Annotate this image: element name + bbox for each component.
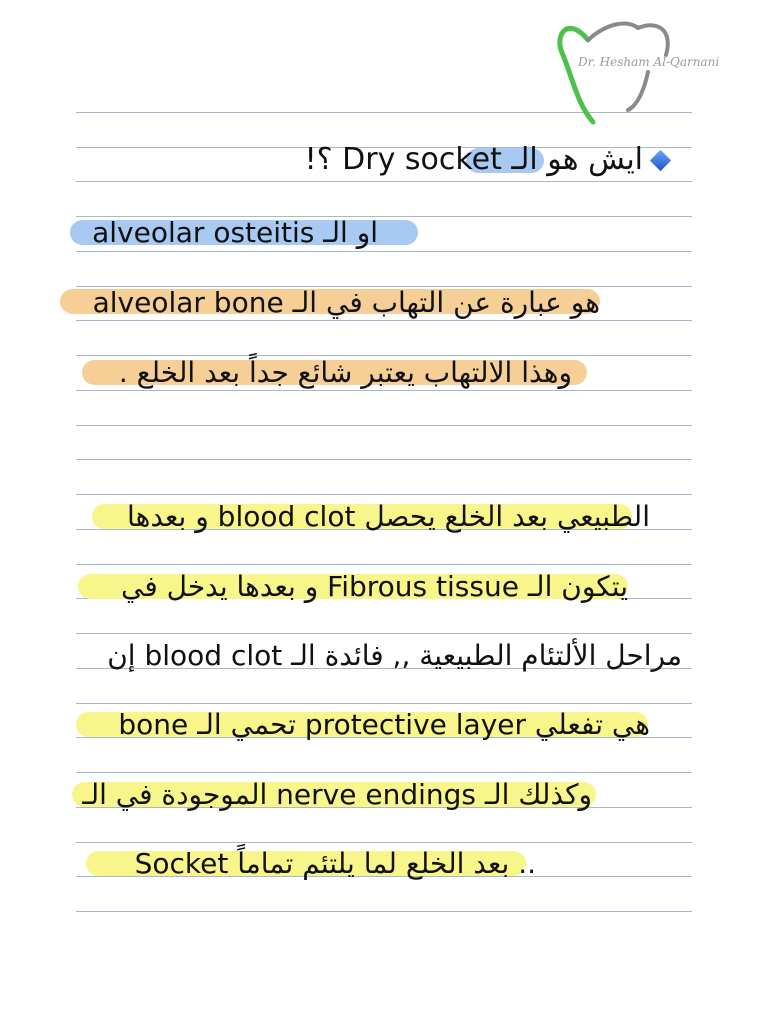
diamond-bullet-icon bbox=[650, 150, 671, 171]
text-line-8: وكذلك الـ nerve endings الموجودة في الـ bbox=[82, 778, 592, 811]
rule-line bbox=[76, 181, 692, 182]
text-line-6: مراحل الألتئام الطبيعية ,, فائدة الـ blood clot إن bbox=[107, 639, 682, 672]
rule-line bbox=[76, 911, 692, 912]
page-title bbox=[305, 140, 668, 180]
rule-line bbox=[76, 633, 692, 634]
text-line-7: هي تفعلي protective layer تحمي الـ bone bbox=[118, 708, 650, 741]
rule-line bbox=[76, 703, 692, 704]
rule-line bbox=[76, 425, 692, 426]
rule-line bbox=[76, 494, 692, 495]
text-line-5: يتكون الـ Fibrous tissue و بعدها يدخل في bbox=[121, 570, 628, 603]
page-title-text: ايش هو الـ Dry socket ؟! bbox=[304, 142, 643, 177]
tooth-icon bbox=[548, 10, 738, 130]
text-line-1: او الـ alveolar osteitis bbox=[92, 216, 378, 249]
rule-line bbox=[76, 772, 692, 773]
rule-line bbox=[76, 564, 692, 565]
text-line-2: هو عبارة عن التهاب في الـ alveolar bone bbox=[92, 286, 600, 319]
text-line-4: الطبيعي بعد الخلع يحصل blood clot و بعدها bbox=[127, 500, 650, 533]
text-line-9: Socket بعد الخلع لما يلتئم تماماً .. bbox=[134, 847, 536, 880]
rule-line bbox=[76, 842, 692, 843]
rule-line bbox=[76, 459, 692, 460]
text-line-3: وهذا الالتهاب يعتبر شائع جداً بعد الخلع . bbox=[118, 356, 572, 389]
logo-text: Dr. Hesham Al-Qarnani bbox=[578, 55, 720, 69]
